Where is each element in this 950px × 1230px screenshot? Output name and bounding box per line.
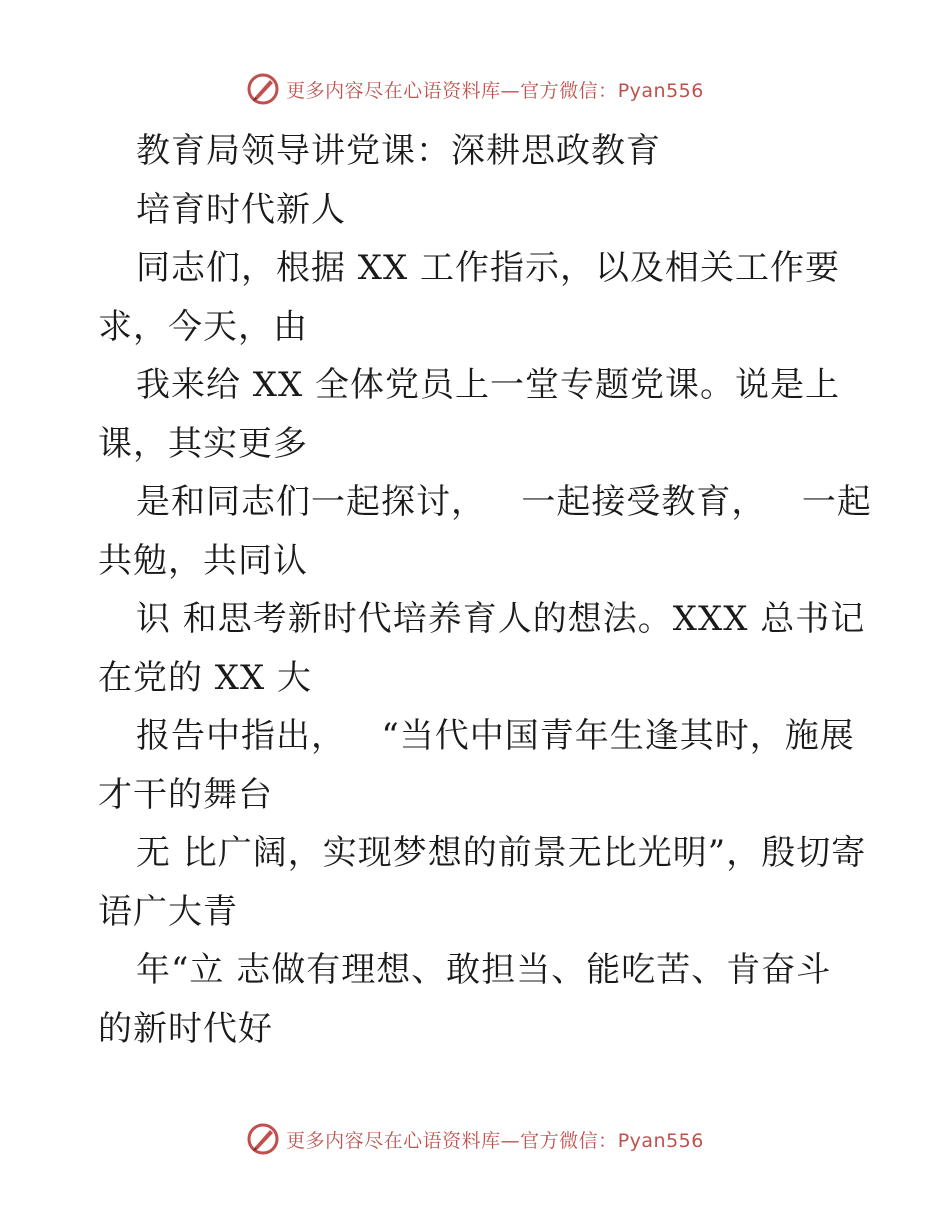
- document-line: 培育时代新人: [136, 189, 346, 230]
- document-line: 无 比广阔，实现梦想的前景无比光明”，殷切寄: [136, 833, 867, 873]
- quill-pen-logo-icon: [246, 72, 280, 106]
- document-line: 才干的舞台: [98, 774, 273, 815]
- watermark-wechat-id: Pyan556: [617, 1129, 704, 1152]
- watermark-wechat-label: 官方微信：: [520, 79, 618, 102]
- document-line: 共勉，共同认: [98, 540, 308, 581]
- document-body: [98, 122, 872, 1058]
- header-watermark: [0, 72, 950, 106]
- document-line: 课，其实更多: [98, 423, 308, 464]
- watermark-separator: —: [500, 79, 521, 102]
- document-line: 报告中指出， “当代中国青年生逢其时，施展: [136, 716, 855, 756]
- watermark-main-text: 更多内容尽在心语资料库: [286, 79, 501, 102]
- watermark-wechat-id: Pyan556: [617, 79, 704, 102]
- document-line: 我来给 XX 全体党员上一堂专题党课。说是上: [136, 365, 841, 405]
- document-line: 在党的 XX 大: [98, 657, 313, 698]
- document-line: 求，今天，由: [98, 306, 308, 347]
- watermark-text: [286, 1126, 704, 1153]
- document-line: 识 和思考新时代培养育人的想法。XXX 总书记: [136, 599, 866, 639]
- document-line: 教育局领导讲党课：深耕思政教育: [136, 131, 661, 171]
- document-line: 年“立 志做有理想、敢担当、能吃苦、肯奋斗: [136, 950, 832, 990]
- watermark-text: [286, 76, 704, 103]
- document-line: 同志们，根据 XX 工作指示，以及相关工作要: [136, 248, 841, 288]
- footer-watermark: [0, 1122, 950, 1156]
- document-line: 语广大青: [98, 891, 238, 932]
- document-line: 的新时代好: [98, 1008, 273, 1049]
- watermark-wechat-label: 官方微信：: [520, 1129, 618, 1152]
- watermark-separator: —: [500, 1129, 521, 1152]
- document-line: 是和同志们一起探讨， 一起接受教育， 一起: [136, 482, 872, 522]
- watermark-main-text: 更多内容尽在心语资料库: [286, 1129, 501, 1152]
- quill-pen-logo-icon: [246, 1122, 280, 1156]
